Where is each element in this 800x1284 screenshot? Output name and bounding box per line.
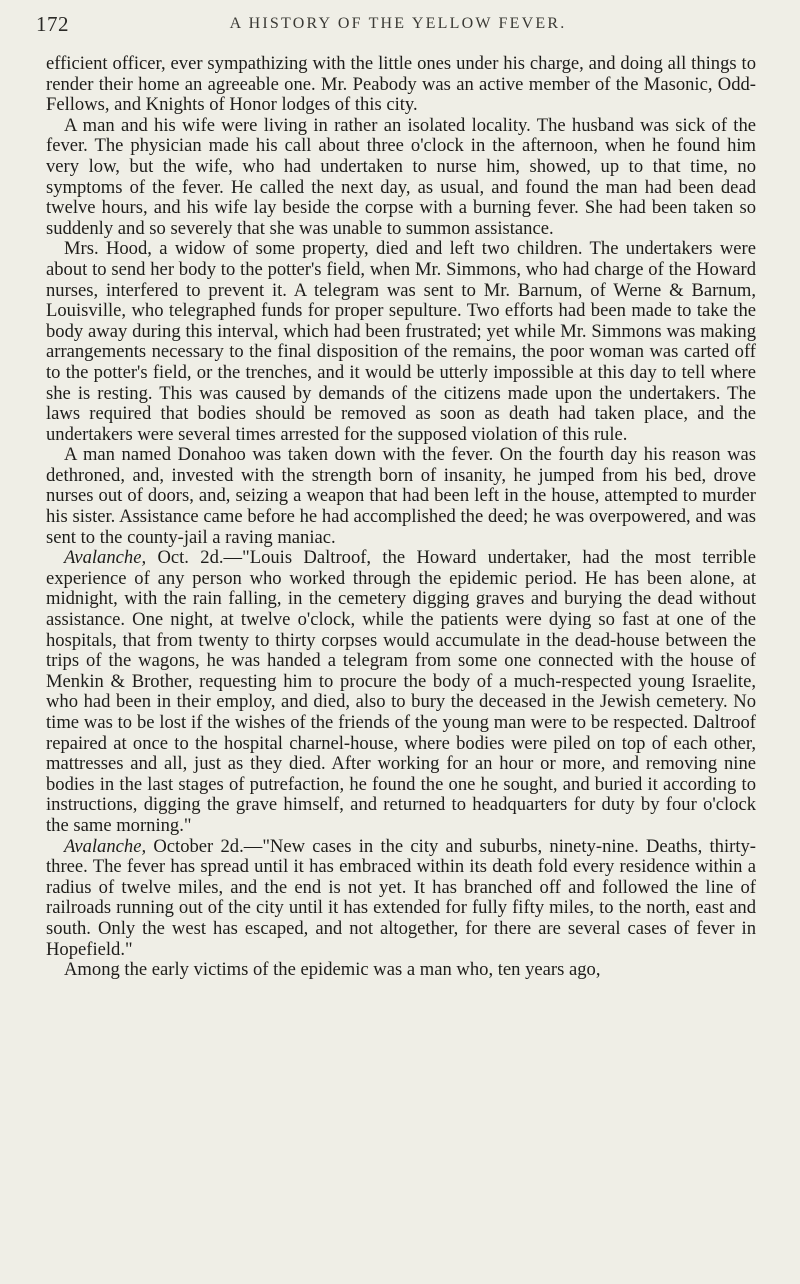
paragraph: [46, 837, 756, 961]
paragraph-text: efficient officer, ever sympathizing with the little ones under his charge, and doing all things to render their home an agreeable one. Mr. Peabody was an active member of the Masonic, Odd-Fellows, and Knights of Honor lodges of this city.: [46, 53, 756, 116]
paragraph-text: Oct. 2d.—"Louis Daltroof, the Howard undertaker, had the most terrible experience of any person who worked through the epidemic period. He has been alone, at midnight, with the rain falling, in the cemetery digging graves and burying the dead without assistance. One night, at twelve o'clock, while the patients were dying so fast at one of the hospitals, that from twenty to thirty corpses would accumulate in the dead-house between the trips of the wagons, he was handed a telegram from some one connected with the house of Menkin & Brother, requesting him to procure the body of a much-respected young Israelite, who had been in their employ, and died, also to bury the deceased in the Jewish cemetery. No time was to be lost if the wishes of the friends of the young man were to be respected. Daltroof repaired at once to the hospital charnel-house, where bodies were piled on top of each other, mattresses and all, just as they died. After working for an hour or more, and removing nine bodies in the last stages of putrefaction, he found the one he sought, and buried it according to instructions, digging the grave himself, and returned to headquarters for duty by four o'clock the same morning.": [46, 547, 756, 836]
paragraph: [46, 116, 756, 240]
paragraph: [46, 54, 756, 116]
paragraph-text: A man named Donahoo was taken down with the fever. On the fourth day his reason was dethroned, and, invested with the strength born of insanity, he jumped from his bed, drove nurses out of doors, and, seizing a weapon that had been left in the house, attempted to murder his sister. Assistance came before he had accomplished the deed; he was overpowered, and was sent to the county-jail a raving maniac.: [46, 444, 756, 548]
body-text: [46, 54, 756, 981]
paragraph: [46, 548, 756, 836]
page-number: 172: [36, 12, 69, 36]
paragraph-text: A man and his wife were living in rather an isolated locality. The husband was sick of the fever. The physician made his call about three o'clock in the afternoon, when he found him very low, but the wife, who had undertaken to nurse him, showed, up to that time, no symptoms of the fever. He called the next day, as usual, and found the man had been dead twelve hours, and his wife lay beside the corpse with a burning fever. She had been taken so suddenly and so severely that she was unable to summon assistance.: [46, 114, 756, 239]
paragraph: [46, 445, 756, 548]
running-head: [36, 12, 760, 38]
paragraph-text: Among the early victims of the epidemic was a man who, ten years ago,: [64, 959, 601, 981]
newspaper-source: Avalanche,: [64, 835, 147, 857]
running-title: A HISTORY OF THE YELLOW FEVER.: [229, 15, 567, 32]
newspaper-source: Avalanche,: [64, 547, 147, 569]
paragraph-text: Mrs. Hood, a widow of some property, died and left two children. The undertakers were about to send her body to the potter's field, when Mr. Simmons, who had charge of the Howard nurses, interfered to prevent it. A telegram was sent to Mr. Barnum, of Werne & Barnum, Louisville, who telegraphed funds for proper sepulture. Two efforts had been made to take the body away during this interval, which had been frustrated; yet while Mr. Simmons was making arrangements necessary to the final disposition of the remains, the poor woman was carted off to the potter's field, or the trenches, and it would be utterly impossible at this day to tell where she is resting. This was caused by demands of the citizens made upon the undertakers. The laws required that bodies should be removed as soon as death had taken place, and the undertakers were several times arrested for the supposed violation of this rule.: [46, 238, 756, 445]
paragraph: [46, 960, 756, 981]
paragraph-text: October 2d.—"New cases in the city and suburbs, ninety-nine. Deaths, thirty-three. The fever has spread until it has embraced within its death fold every residence within a radius of twelve miles, and the end is not yet. It has branched off and followed the line of railroads running out of the city until it has extended for fully fifty miles, to the north, east and south. Only the west has escaped, and not altogether, for there are several cases of fever in Hopefield.": [46, 835, 756, 960]
paragraph: [46, 239, 756, 445]
